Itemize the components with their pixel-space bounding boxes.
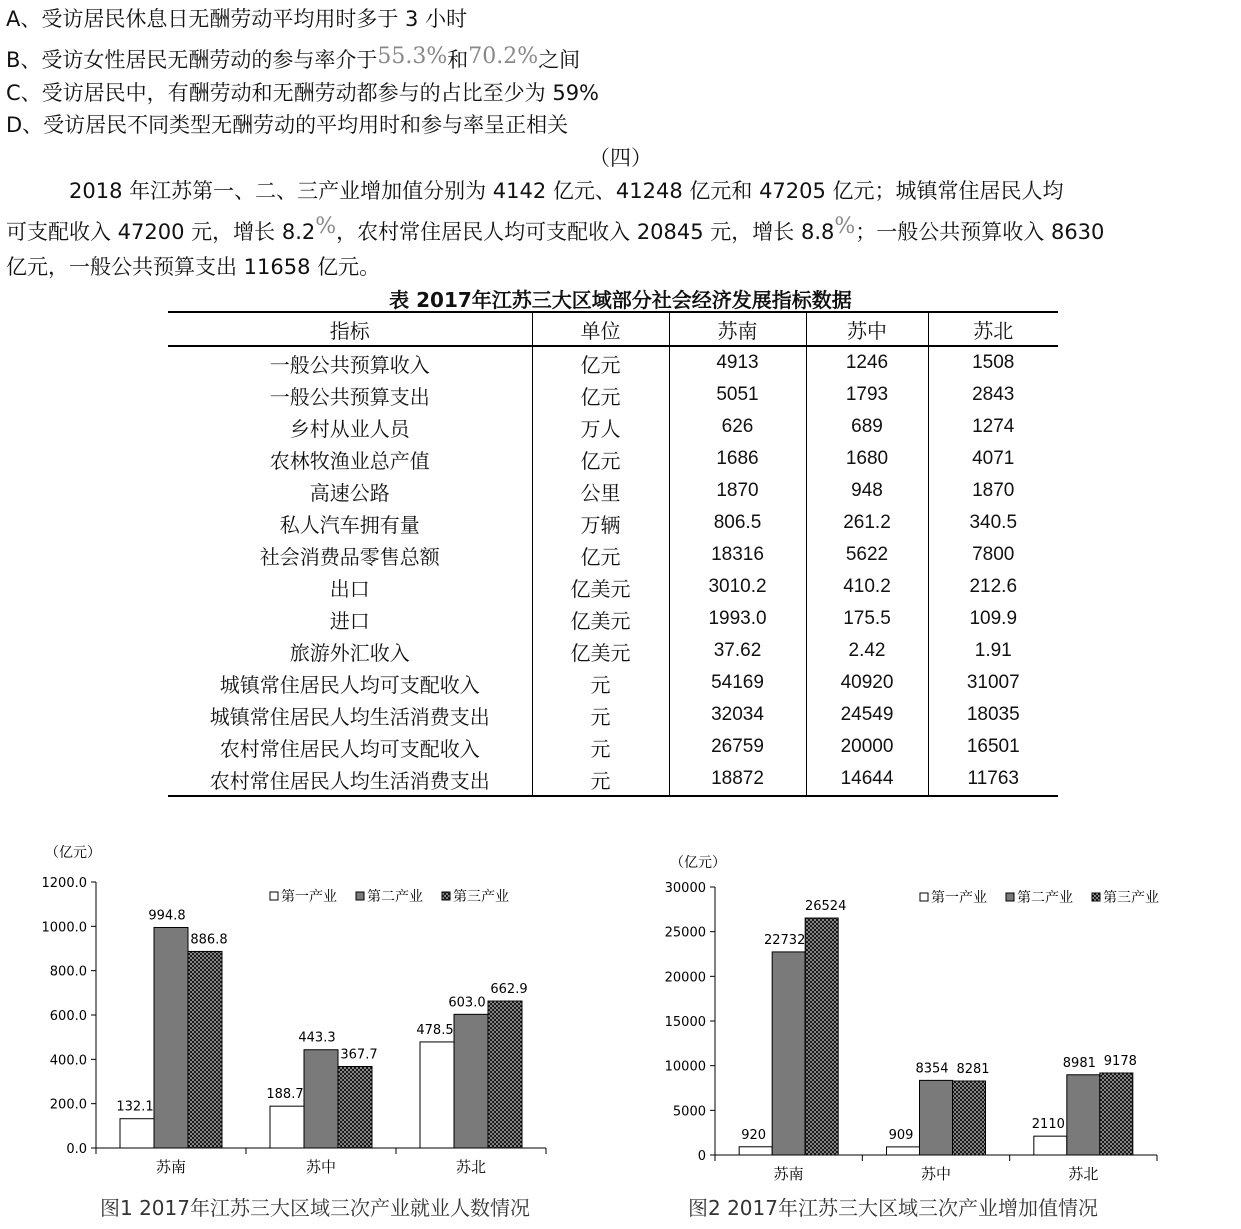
sunan-cell: 4913 (669, 346, 806, 379)
subei-cell: 1508 (928, 346, 1058, 379)
data-label: 603.0 (448, 995, 486, 1011)
y-tick-label: 5000 (672, 1104, 706, 1120)
y-tick-label: 1000.0 (41, 920, 87, 936)
table-row (168, 411, 1058, 443)
category-label: 苏中 (305, 1158, 337, 1176)
subei-cell: 31007 (928, 667, 1058, 699)
subei-cell: 340.5 (928, 507, 1058, 539)
data-label: 188.7 (266, 1087, 304, 1103)
header-unit: 单位 (532, 312, 669, 346)
bar (920, 1080, 953, 1155)
unit-cell: 亿元 (532, 443, 669, 475)
unit-cell: 元 (532, 699, 669, 731)
legend-label: 第三产业 (1103, 890, 1159, 906)
table-row (168, 379, 1058, 411)
unit-cell: 亿美元 (532, 603, 669, 635)
table-row (168, 763, 1058, 796)
suzhong-cell: 1680 (806, 443, 928, 475)
table-row (168, 667, 1058, 699)
bar (953, 1081, 986, 1155)
table-row (168, 635, 1058, 667)
unit-cell: 万人 (532, 411, 669, 443)
header-sunan: 苏南 (669, 312, 806, 346)
indicator-cell: 社会消费品零售总额 (259, 544, 440, 569)
unit-cell: 万辆 (532, 507, 669, 539)
sunan-cell: 3010.2 (669, 571, 806, 603)
sunan-cell: 37.62 (669, 635, 806, 667)
indicator-cell: 农林牧渔业总产值 (269, 448, 430, 473)
y-tick-label: 30000 (664, 881, 706, 896)
indicator-cell: 一般公共预算收入 (269, 352, 430, 377)
legend-label: 第一产业 (281, 889, 337, 905)
category-label: 苏北 (455, 1158, 487, 1176)
option-a (6, 4, 467, 34)
data-label: 909 (888, 1127, 914, 1143)
indicator-cell: 农村常住居民人均生活消费支出 (168, 763, 532, 796)
unit-cell: 元 (532, 731, 669, 763)
unit-cell: 公里 (532, 475, 669, 507)
bar (420, 1042, 454, 1148)
indicator-table (168, 311, 1058, 797)
paragraph-line-2 (6, 209, 1234, 250)
y-tick-label: 25000 (664, 925, 706, 941)
bar (772, 952, 805, 1155)
data-label: 8281 (956, 1062, 990, 1078)
category-label: 苏北 (1068, 1165, 1099, 1183)
sunan-cell: 54169 (669, 667, 806, 699)
bar (270, 1106, 304, 1148)
legend-swatch (270, 892, 278, 900)
bar (304, 1050, 338, 1148)
header-subei: 苏北 (928, 312, 1058, 346)
bar (805, 918, 838, 1155)
legend-swatch (1006, 893, 1014, 901)
suzhong-cell: 14644 (806, 763, 928, 796)
header-suzhong: 苏中 (806, 312, 928, 346)
option-b-pct-2: 70.2% (468, 44, 539, 69)
unit-cell: 亿元 (532, 379, 669, 411)
y-tick-label: 800.0 (49, 964, 87, 980)
paragraph-line-3: 亿元，一般公共预算支出 11658 亿元。 (6, 255, 381, 279)
bar (154, 927, 188, 1148)
table-header-row (168, 312, 1058, 346)
subei-cell: 18035 (928, 699, 1058, 731)
y-tick-label: 10000 (664, 1059, 706, 1075)
option-a-text: A、受访居民休息日无酬劳动平均用时多于 3 小时 (6, 7, 468, 31)
unit-cell: 元 (532, 667, 669, 699)
subei-cell: 212.6 (928, 571, 1058, 603)
option-c-text: C、受访居民中，有酬劳动和无酬劳动都参与的占比至少为 59% (6, 81, 600, 105)
table-row (168, 443, 1058, 475)
bar (1100, 1073, 1133, 1155)
subei-cell: 16501 (928, 731, 1058, 763)
indicator-cell: 乡村从业人员 (289, 416, 410, 441)
y-tick-label: 15000 (664, 1015, 706, 1030)
suzhong-cell: 1246 (806, 346, 928, 379)
data-label: 920 (741, 1127, 767, 1143)
indicator-cell: 进口 (329, 608, 370, 633)
data-label: 994.8 (148, 908, 186, 924)
bar (188, 951, 222, 1148)
suzhong-cell: 689 (806, 411, 928, 443)
sunan-cell: 18872 (669, 763, 806, 796)
suzhong-cell: 24549 (806, 699, 928, 731)
table-row (168, 699, 1058, 731)
y-tick-label: 200.0 (49, 1097, 87, 1113)
legend-label: 第二产业 (367, 889, 423, 905)
sunan-cell: 26759 (669, 731, 806, 763)
option-b-text-2: 和 (447, 48, 469, 72)
category-label: 苏南 (773, 1165, 804, 1183)
bar (887, 1147, 920, 1155)
paragraph-seg-3: ；一般公共预算收入 8630 (855, 220, 1105, 244)
legend-label: 第三产业 (453, 889, 509, 905)
sunan-cell: 1993.0 (669, 603, 806, 635)
bar (454, 1014, 488, 1148)
indicator-cell: 城镇常住居民人均生活消费支出 (209, 704, 490, 729)
option-b-pct-1: 55.3% (377, 44, 448, 69)
data-label: 886.8 (190, 932, 228, 948)
data-label: 443.3 (298, 1030, 336, 1046)
table-row (168, 731, 1058, 763)
bar (488, 1001, 522, 1148)
option-c (6, 78, 599, 108)
header-indicator: 指标 (168, 312, 532, 346)
unit-cell: 亿元 (532, 539, 669, 571)
category-label: 苏中 (920, 1165, 952, 1183)
bar (120, 1119, 154, 1148)
bar (1067, 1075, 1100, 1155)
data-label: 26524 (804, 899, 847, 915)
bar (338, 1066, 372, 1148)
sunan-cell: 626 (669, 411, 806, 443)
option-d-text: D、受访居民不同类型无酬劳动的平均用时和参与率呈正相关 (6, 113, 569, 137)
legend-swatch (356, 892, 364, 900)
sunan-cell: 18316 (669, 539, 806, 571)
bar (1034, 1136, 1067, 1155)
figure-2-caption: 图2 2017年江苏三大区域三次产业增加值情况 (688, 1196, 1098, 1220)
table-caption: 表 2017年江苏三大区域部分社会经济发展指标数据 (389, 288, 852, 312)
y-tick-label: 400.0 (49, 1053, 87, 1069)
data-label: 132.1 (116, 1099, 154, 1115)
indicator-cell: 高速公路 (309, 480, 390, 505)
figure-1-caption: 图1 2017年江苏三大区域三次产业就业人数情况 (100, 1196, 530, 1220)
suzhong-cell: 175.5 (806, 603, 928, 635)
option-d (6, 110, 568, 140)
unit-cell: 亿美元 (532, 635, 669, 667)
option-b-text-1: B、受访女性居民无酬劳动的参与率介于 (6, 48, 378, 72)
indicator-cell: 一般公共预算支出 (269, 384, 430, 409)
table-row (168, 475, 1058, 507)
legend-swatch (1092, 893, 1100, 901)
legend-label: 第一产业 (931, 890, 987, 906)
data-label: 8354 (915, 1061, 949, 1077)
subei-cell: 4071 (928, 443, 1058, 475)
sunan-cell: 1686 (669, 443, 806, 475)
unit-cell: 亿元 (532, 346, 669, 379)
category-label: 苏南 (155, 1158, 187, 1176)
subei-cell: 11763 (928, 763, 1058, 796)
suzhong-cell: 1793 (806, 379, 928, 411)
percent-sign-2: % (834, 214, 856, 239)
data-label: 9178 (1103, 1054, 1137, 1070)
indicator-cell: 城镇常住居民人均可支配收入 (219, 672, 480, 697)
data-label: 2110 (1031, 1117, 1065, 1133)
suzhong-cell: 40920 (806, 667, 928, 699)
sunan-cell: 32034 (669, 699, 806, 731)
unit-cell: 亿美元 (532, 571, 669, 603)
data-label: 8981 (1062, 1055, 1096, 1071)
unit-label: （亿元） (670, 855, 726, 871)
suzhong-cell: 261.2 (806, 507, 928, 539)
legend-label: 第二产业 (1017, 890, 1073, 906)
subei-cell: 1274 (928, 411, 1058, 443)
y-tick-label: 600.0 (49, 1009, 87, 1024)
y-tick-label: 0.0 (66, 1142, 87, 1157)
legend-swatch (442, 892, 450, 900)
suzhong-cell: 2.42 (806, 635, 928, 667)
table-row (168, 539, 1058, 571)
option-b (6, 42, 580, 75)
paragraph (6, 174, 1234, 285)
suzhong-cell: 948 (806, 475, 928, 507)
chart-1 (0, 835, 620, 1195)
sunan-cell: 806.5 (669, 507, 806, 539)
y-tick-label: 20000 (664, 970, 706, 986)
section-title: （四） (589, 146, 652, 170)
data-label: 367.7 (340, 1047, 378, 1063)
y-tick-label: 0 (697, 1149, 706, 1164)
sunan-cell: 1870 (669, 475, 806, 507)
indicator-cell: 农村常住居民人均可支配收入 (219, 736, 480, 761)
indicator-cell: 私人汽车拥有量 (279, 512, 420, 537)
indicator-cell: 出口 (329, 576, 370, 601)
table-row (168, 603, 1058, 635)
bar (739, 1147, 772, 1155)
subei-cell: 109.9 (928, 603, 1058, 635)
legend-swatch (920, 893, 928, 901)
suzhong-cell: 20000 (806, 731, 928, 763)
subei-cell: 1.91 (928, 635, 1058, 667)
indicator-cell: 旅游外汇收入 (289, 640, 410, 665)
chart-2 (640, 845, 1240, 1190)
option-b-text-3: 之间 (538, 48, 581, 72)
table-row (168, 346, 1058, 379)
subei-cell: 1870 (928, 475, 1058, 507)
paragraph-seg-1: 可支配收入 47200 元，增长 8.2 (6, 220, 316, 244)
unit-cell: 元 (532, 763, 669, 796)
data-label: 662.9 (490, 982, 528, 998)
subei-cell: 7800 (928, 539, 1058, 571)
table-row (168, 507, 1058, 539)
sunan-cell: 5051 (669, 379, 806, 411)
y-tick-label: 1200.0 (41, 876, 87, 891)
subei-cell: 2843 (928, 379, 1058, 411)
unit-label: （亿元） (45, 845, 101, 861)
data-label: 478.5 (416, 1022, 454, 1038)
data-label: 22732 (763, 932, 806, 948)
paragraph-line-1: 2018 年江苏第一、二、三产业增加值分别为 4142 亿元、41248 亿元和 47205 亿元；城镇常住居民人均 (6, 179, 1064, 203)
suzhong-cell: 5622 (806, 539, 928, 571)
percent-sign-1: % (315, 214, 337, 239)
paragraph-seg-2: ，农村常住居民人均可支配收入 20845 元，增长 8.8 (336, 220, 835, 244)
suzhong-cell: 410.2 (806, 571, 928, 603)
table-row (168, 571, 1058, 603)
